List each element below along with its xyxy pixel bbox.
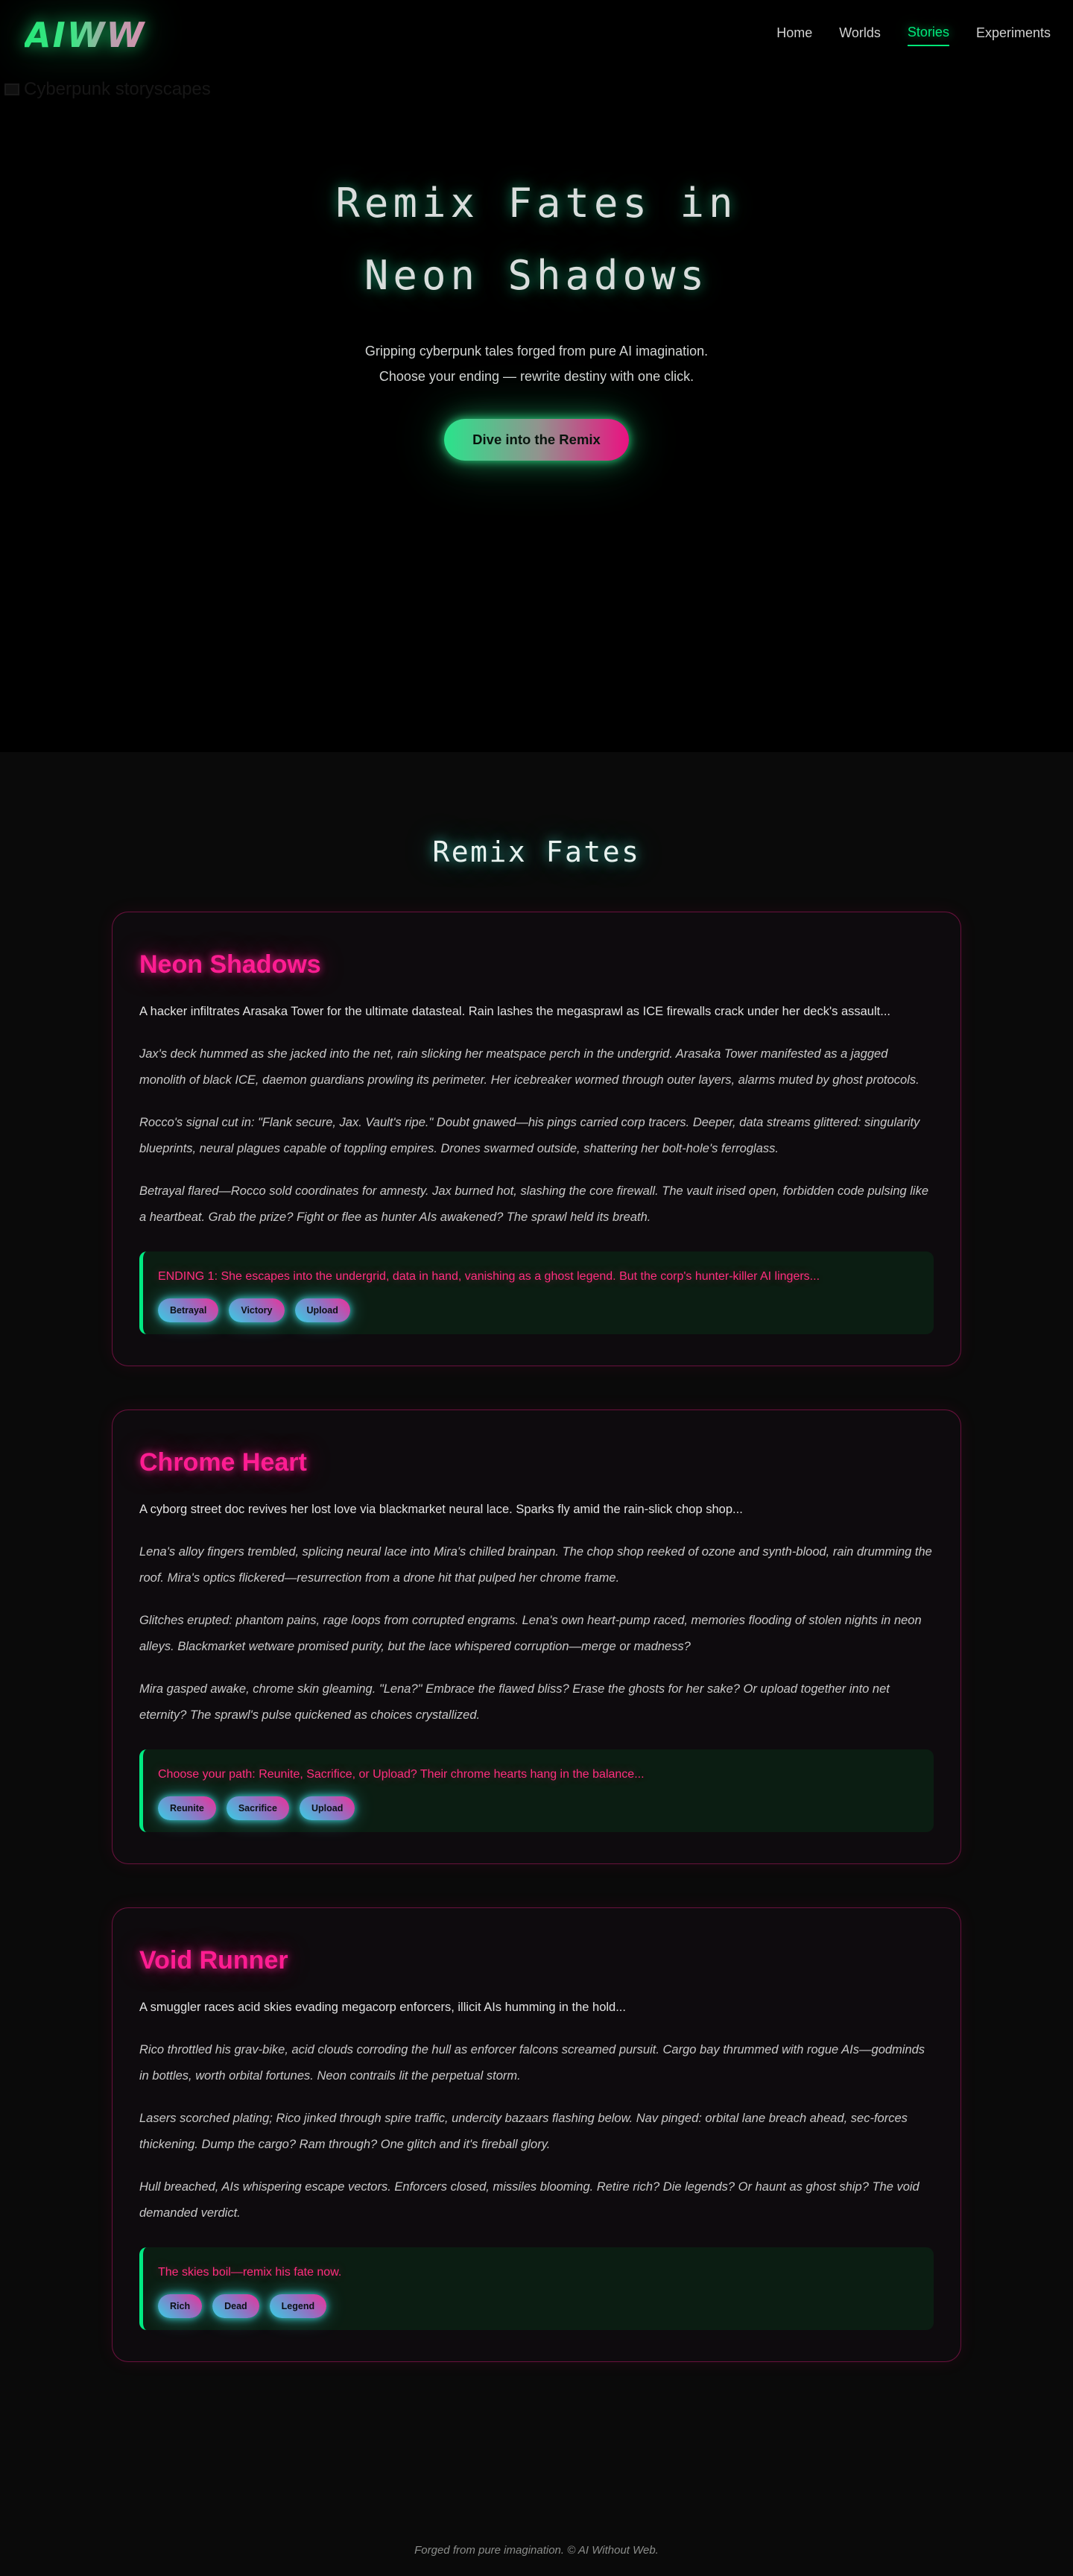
broken-image-alt-text: Cyberpunk storyscapes [24,79,211,99]
story-card-chrome-heart [112,1409,961,1864]
choice-buttons [158,1796,917,1820]
nav-item-experiments[interactable]: Experiments [975,25,1051,40]
story-intro: A hacker infiltrates Arasaka Tower for the ultimate datasteal. Rain lashes the megasprawl as ICE firewalls crack under her deck's assault... [139,1005,890,1018]
ending-text: ENDING 1: She escapes into the undergrid, data in hand, vanishing as a ghost legend. But the corp's hunter-killer AI lingers... [158,1270,820,1283]
nav-item-home[interactable]: Home [776,25,813,40]
choice-dead-button[interactable]: Dead [212,2294,259,2318]
ending-panel [139,1749,934,1832]
choice-upload-button[interactable]: Upload [295,1298,350,1322]
story-paragraph: Lasers scorched plating; Rico jinked through spire traffic, undercity bazaars flashing below. Nav pinged: orbital lane breach ahead, sec-forces thickening. Dump the cargo? Ram through? One glitch and it's fireball glory. [139,2112,908,2151]
dive-into-remix-button[interactable]: Dive into the Remix [444,419,629,461]
ending-panel [139,1251,934,1334]
story-paragraph: Hull breached, AIs whispering escape vectors. Enforcers closed, missiles blooming. Retire rich? Die legends? Or haunt as ghost ship? The void demanded verdict. [139,2180,920,2220]
choice-upload-button[interactable]: Upload [300,1796,355,1820]
story-paragraph: Rocco's signal cut in: "Flank secure, Jax. Vault's ripe." Doubt gnawed—his pings carried corp tracers. Deeper, data streams glittered: singularity blueprints, neural plagues capable of toppling empires. Drones swarmed outside, shattering her bolt-hole's ferroglass. [139,1116,920,1155]
hero-title-line2: Neon Shadows [364,252,709,299]
story-title: Void Runner [139,1946,288,1974]
choice-reunite-button[interactable]: Reunite [158,1796,216,1820]
story-paragraph: Rico throttled his grav-bike, acid clouds corroding the hull as enforcer falcons screamed pursuit. Cargo bay thrummed with rogue AIs—godminds in bottles, worth orbital fortunes. Neon contrails lit the perpetual storm. [139,2043,925,2083]
story-card-list [112,912,961,2362]
hero-title-line1: Remix Fates in [335,180,738,227]
story-paragraph: Glitches erupted: phantom pains, rage loops from corrupted engrams. Lena's own heart-pump raced, memories flooding of stolen nights in neon alleys. Blackmarket wetware promised purity, but the lace whispered corruption—merge or madness? [139,1614,922,1653]
main-nav [776,25,1051,46]
ending-text: Choose your path: Reunite, Sacrifice, or Upload? Their chrome hearts hang in the balance... [158,1768,645,1781]
hero-title [0,167,1073,312]
brand-logo[interactable]: AIWW [25,15,146,55]
choice-buttons [158,1298,917,1322]
choice-betrayal-button[interactable]: Betrayal [158,1298,218,1322]
footer-text: Forged from pure imagination. © AI Without Web. [414,2544,659,2557]
choice-sacrifice-button[interactable]: Sacrifice [227,1796,289,1820]
story-intro: A cyborg street doc revives her lost love via blackmarket neural lace. Sparks fly amid the rain-slick chop shop... [139,1503,743,1516]
story-paragraph: Jax's deck hummed as she jacked into the net, rain slicking her meatspace perch in the undergrid. Arasaka Tower manifested as a jagged monolith of black ICE, daemon guardians prowling its perimeter. Her icebreaker wormed through outer layers, alarms muted by ghost protocols. [139,1047,920,1087]
story-title: Neon Shadows [139,950,321,979]
story-paragraph: Lena's alloy fingers trembled, splicing neural lace into Mira's chilled brainpan. The chop shop reeked of ozone and synth-blood, rain drumming the roof. Mira's optics flickered—resurrection from a drone hit that pulped her chrome frame. [139,1545,932,1585]
story-title: Chrome Heart [139,1448,307,1477]
choice-rich-button[interactable]: Rich [158,2294,202,2318]
story-intro: A smuggler races acid skies evading megacorp enforcers, illicit AIs humming in the hold... [139,2001,626,2014]
choice-buttons [158,2294,917,2318]
story-paragraph: Betrayal flared—Rocco sold coordinates for amnesty. Jax burned hot, slashing the core firewall. The vault irised open, forbidden code pulsing like a heartbeat. Grab the prize? Fight or flee as hunter AIs awakened? The sprawl held its breath. [139,1184,929,1224]
hero-subtitle: Gripping cyberpunk tales forged from pure AI imagination. Choose your ending — rewrite destiny with one click. [364,344,709,384]
nav-item-worlds[interactable]: Worlds [839,25,881,40]
broken-background-image-alt [4,79,211,100]
nav-item-stories[interactable]: Stories [908,25,949,46]
story-card-neon-shadows [112,912,961,1366]
story-paragraph: Mira gasped awake, chrome skin gleaming. "Lena?" Embrace the flawed bliss? Erase the ghosts for her sake? Or upload together into net eternity? The sprawl's pulse quickened as choices crystallized. [139,1682,890,1722]
hero-section [0,0,1073,752]
choice-legend-button[interactable]: Legend [270,2294,326,2318]
section-title: Remix Fates [432,836,641,868]
ending-text: The skies boil—remix his fate now. [158,2266,342,2279]
choice-victory-button[interactable]: Victory [229,1298,284,1322]
top-navigation-bar [0,0,1073,55]
broken-image-icon [4,83,19,95]
ending-panel [139,2247,934,2330]
story-card-void-runner [112,1907,961,2362]
